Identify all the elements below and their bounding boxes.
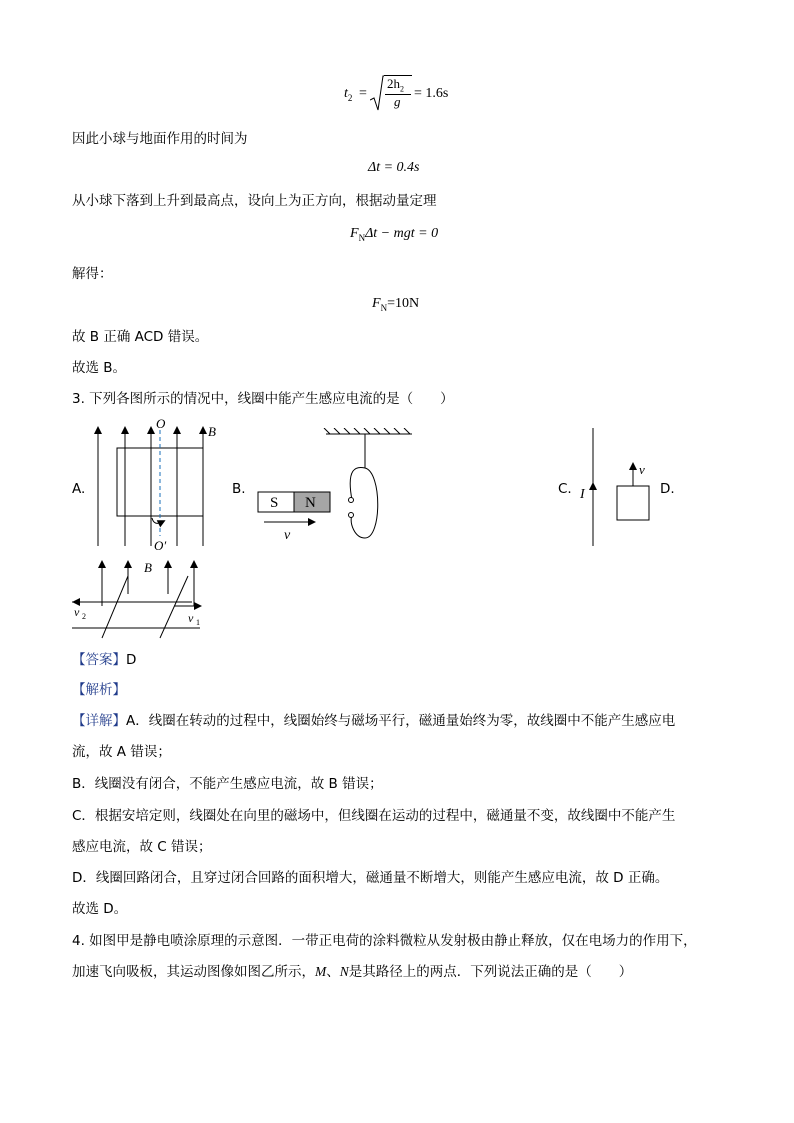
label-v-c: v — [639, 462, 645, 477]
label-i: I — [580, 487, 585, 502]
figure-a — [88, 416, 228, 556]
option-c-label: C. — [558, 481, 572, 497]
magnet-s: S — [270, 495, 279, 511]
label-v1: v — [188, 611, 194, 625]
question-4-line-1: 4. 如图甲是静电喷涂原理的示意图．一带正电荷的涂料微粒从发射极由静止释放，仅在电场力的作用下， — [72, 933, 697, 949]
detail-c-line-2: 感应电流，故 C 错误； — [72, 839, 212, 855]
label-v-b: v — [284, 528, 291, 543]
magnet-n: N — [305, 495, 316, 511]
question-3: 3. 下列各图所示的情况中，线圈中能产生感应电流的是（ ） — [72, 391, 454, 407]
sqrt-sign — [370, 74, 384, 114]
text-line-3: 解得： — [72, 266, 113, 282]
detail-b: B．线圈没有闭合，不能产生感应电流，故 B 错误； — [72, 776, 383, 792]
answer-line — [72, 650, 136, 670]
answer-tag: 【答案】 — [72, 652, 126, 668]
text-line-1: 因此小球与地面作用的时间为 — [72, 131, 248, 147]
detail-tag: 【详解】 — [72, 713, 126, 729]
option-d-label: D. — [660, 481, 675, 497]
figure-c — [576, 426, 656, 550]
label-o-prime: O′ — [154, 538, 167, 553]
figure-d — [72, 558, 212, 640]
text-line-5: 故选 B。 — [72, 360, 127, 376]
svg-text:2: 2 — [82, 612, 86, 621]
detail-d: D．线圈回路闭合，且穿过闭合回路的面积增大，磁通量不断增大，则能产生感应电流，故 D 正确。 — [72, 870, 669, 886]
label-b-d: B — [144, 560, 152, 575]
detail-a-line-2: 流，故 A 错误； — [72, 744, 171, 760]
detail-c-line-1: C．根据安培定则，线圈处在向里的磁场中，但线圈在运动的过程中，磁通量不变，故线圈中不能产生 — [72, 808, 676, 824]
equation-t2: $t_2$ = $2h_2$ g = 1.6s — [344, 74, 464, 114]
analysis-tag: 【解析】 — [72, 682, 126, 698]
equation-dt: Δt = 0.4s — [368, 160, 420, 175]
option-b-label: B. — [232, 481, 246, 497]
equation-momentum: $F_N\Delta t$ − mgt = 0 — [350, 226, 439, 243]
equation-fn: $F_N=10N$ — [372, 296, 420, 313]
figure-b — [252, 428, 442, 548]
answer-value: D — [126, 652, 137, 668]
text-line-4: 故 B 正确 ACD 错误。 — [72, 329, 209, 345]
choose-line: 故选 D。 — [72, 901, 128, 917]
label-v2: v — [74, 605, 80, 619]
detail-a-line-1: 【详解】A．线圈在转动的过程中，线圈始终与磁场平行，磁通量始终为零，故线圈中不能产生感应电 — [72, 713, 676, 729]
text-line-2: 从小球下落到上升到最高点，设向上为正方向，根据动量定理 — [72, 193, 437, 209]
svg-text:1: 1 — [196, 618, 200, 627]
label-b: B — [208, 424, 216, 439]
question-4-line-2: 加速飞向吸板，其运动图像如图乙所示，M、N是其路径上的两点．下列说法正确的是（ ） — [72, 964, 633, 980]
option-a-label: A. — [72, 481, 86, 497]
label-o: O — [156, 416, 166, 431]
